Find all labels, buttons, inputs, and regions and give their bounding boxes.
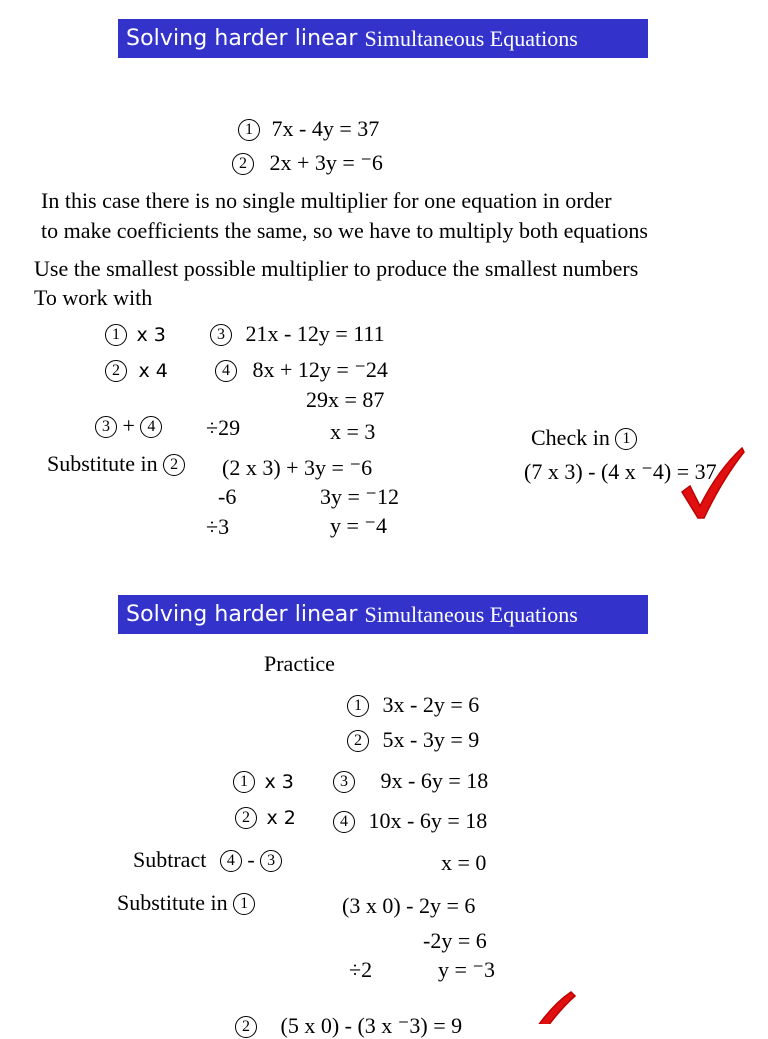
slide2-title-banner <box>118 595 648 634</box>
equation-text: 21x - 12y = 111 <box>245 321 385 346</box>
substitute-expression: (3 x 0) - 2y = 6 <box>342 893 476 918</box>
practice-heading: Practice <box>264 651 335 676</box>
substitute-step <box>47 451 185 477</box>
equation-text: 9x - 6y = 18 <box>380 768 489 793</box>
y-solution: y = ⁻4 <box>330 513 388 538</box>
circled-number-4: 4 <box>333 811 355 833</box>
check-expression-partial <box>235 1013 462 1039</box>
check-expression: (5 x 0) - (3 x ⁻3) = 9 <box>280 1013 463 1038</box>
substitute-label: Substitute in <box>47 451 158 476</box>
circled-number-4: 4 <box>140 416 162 438</box>
check-mark-icon <box>527 990 577 1024</box>
result-equation-3 <box>210 321 385 347</box>
circled-number-1: 1 <box>105 324 127 346</box>
add-equations-step <box>95 413 162 439</box>
circled-number-3: 3 <box>210 324 232 346</box>
circled-number-2: 2 <box>105 360 127 382</box>
step-multiply-2 <box>235 804 296 830</box>
three-y-equation: 3y = ⁻12 <box>320 484 400 509</box>
title-part-sans: Solving harder linear <box>126 26 358 51</box>
step-multiply-1 <box>105 321 166 347</box>
circled-number-3: 3 <box>333 771 355 793</box>
divide-3-step: ÷3 <box>206 514 230 539</box>
explanation-line-1: In this case there is no single multiplier for one equation in order <box>41 188 612 213</box>
equation-text: 2x + 3y = ⁻6 <box>269 150 383 175</box>
equation-text: 7x - 4y = 37 <box>271 116 380 141</box>
circled-number-1: 1 <box>615 428 637 450</box>
equation-2 <box>347 727 479 753</box>
subtract-6-step: -6 <box>218 484 237 509</box>
plus-sign: + <box>122 413 135 438</box>
circled-number-3: 3 <box>95 416 117 438</box>
circled-number-2: 2 <box>235 807 257 829</box>
equation-text: 8x + 12y = ⁻24 <box>252 357 388 382</box>
divide-2-step: ÷2 <box>349 957 373 982</box>
circled-number-2: 2 <box>163 454 185 476</box>
check-mark-icon <box>678 446 746 522</box>
multiplier: x 3 <box>264 771 294 793</box>
title-part-serif: Simultaneous Equations <box>364 601 578 627</box>
explanation-line-2: to make coefficients the same, so we have to multiply both equations <box>41 218 648 243</box>
multiplier: x 2 <box>266 807 296 829</box>
x-solution: x = 0 <box>441 850 487 875</box>
equation-text: 10x - 6y = 18 <box>368 808 488 833</box>
divide-step: ÷29 <box>206 415 241 440</box>
circled-number-3: 3 <box>260 850 282 872</box>
multiplier: x 4 <box>138 360 168 382</box>
slide1-title-banner <box>118 19 648 58</box>
title-part-serif: Simultaneous Equations <box>364 25 578 51</box>
check-text: Check in <box>531 425 610 450</box>
circled-number-1: 1 <box>238 119 260 141</box>
instruction-line-1: Use the smallest possible multiplier to produce the smallest numbers <box>34 256 639 281</box>
equation-1 <box>347 692 479 718</box>
circled-number-1: 1 <box>347 695 369 717</box>
equation-1 <box>238 116 379 142</box>
step-multiply-2 <box>105 357 168 383</box>
equation-text: 5x - 3y = 9 <box>382 727 480 752</box>
step-multiply-1 <box>233 768 294 794</box>
title-part-sans: Solving harder linear <box>126 602 358 627</box>
result-equation-3 <box>333 768 488 794</box>
circled-number-2: 2 <box>235 1016 257 1038</box>
circled-number-4: 4 <box>215 360 237 382</box>
substitute-step <box>117 890 255 916</box>
sum-equation: 29x = 87 <box>306 387 385 412</box>
multiplier: x 3 <box>136 324 166 346</box>
result-equation-4 <box>333 808 487 834</box>
circled-number-2: 2 <box>232 153 254 175</box>
substitute-label: Substitute in <box>117 890 228 915</box>
circled-number-4: 4 <box>220 850 242 872</box>
result-equation-4 <box>215 357 388 383</box>
circled-number-2: 2 <box>347 730 369 752</box>
y-solution: y = ⁻3 <box>438 957 496 982</box>
equation-2 <box>232 150 383 176</box>
x-solution: x = 3 <box>330 419 376 444</box>
check-label <box>531 425 637 451</box>
check-expression: (7 x 3) - (4 x ⁻4) = 37 <box>524 459 717 484</box>
equation-text: 3x - 2y = 6 <box>382 692 480 717</box>
circled-number-1: 1 <box>233 893 255 915</box>
circled-number-1: 1 <box>233 771 255 793</box>
instruction-line-2: To work with <box>34 285 153 310</box>
subtract-step <box>133 847 282 873</box>
neg-2y-equation: -2y = 6 <box>423 928 487 953</box>
subtract-label: Subtract <box>133 847 207 872</box>
substitute-expression: (2 x 3) + 3y = ⁻6 <box>222 455 373 480</box>
minus-sign: - <box>247 847 255 872</box>
